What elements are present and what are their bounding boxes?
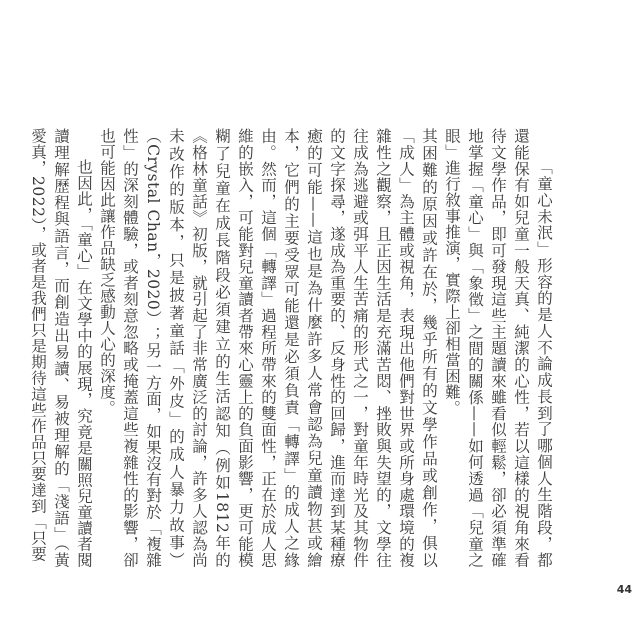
paragraph-2: 其困難的原因或許在於，幾乎所有的文學作品或創作，俱以「成人」為主體或視角，表現出他們對世界或所身處環境的複雜性之觀察，且正因生活是充滿苦悶、挫敗與失望的，文學往往成為逃避或弭平人生苦痛的形式之一，對童年時光及其物件的文字探尋，遂成為重要的、反身性的回歸，進而達到某種療癒的可能——這也是為什麼許多人常會認為兒童讀物甚或繪本，它們的主要受眾可能還是必須負責「轉譯」的成人之緣由。然而，這個「轉譯」過程所帶來的雙面性，正在於成人思維的嵌入，可能對兒童讀者帶來心靈上的負面影響，更可能模糊了兒童在成長階段必須建立的生活認知（例如1812年的《格林童話》初版，就引起了非常廣泛的討論，許多人認為尚未改作的版本，只是披著童話「外皮」的成人暴力故事）（Crystal Chan，2020）；另一方面，如果沒有對於「複雜性」的深刻體驗，或者刻意忽略或掩蓋這些複雜性的影響，卻也可能因此讓作品缺乏感動人心的深度。: [98, 128, 438, 568]
page-number: 44: [616, 583, 632, 596]
paragraph-1: 「童心未泯」形容的是人不論成長到了哪個人生階段，都還能保有如兒童一般天真、純潔的心性，若以這樣的視角來看待文學作品，即可發現這些主題讀來雖看似輕鬆，卻必須準確地掌握「童心」與「象徵」之間的關係——如何透過「兒童之眼」進行敘事推演，實際上卻相當困難。: [443, 128, 553, 568]
body-text: [29, 128, 555, 568]
paragraph-3: 也因此，「童心」在文學中的展現，究竟是關照兒童讀者閱讀理解歷程與語言，而創造出易讀、易被理解的「淺語」（黃愛真，2022），或者是我們只是期待這些作品只要達到「只要: [29, 128, 93, 568]
